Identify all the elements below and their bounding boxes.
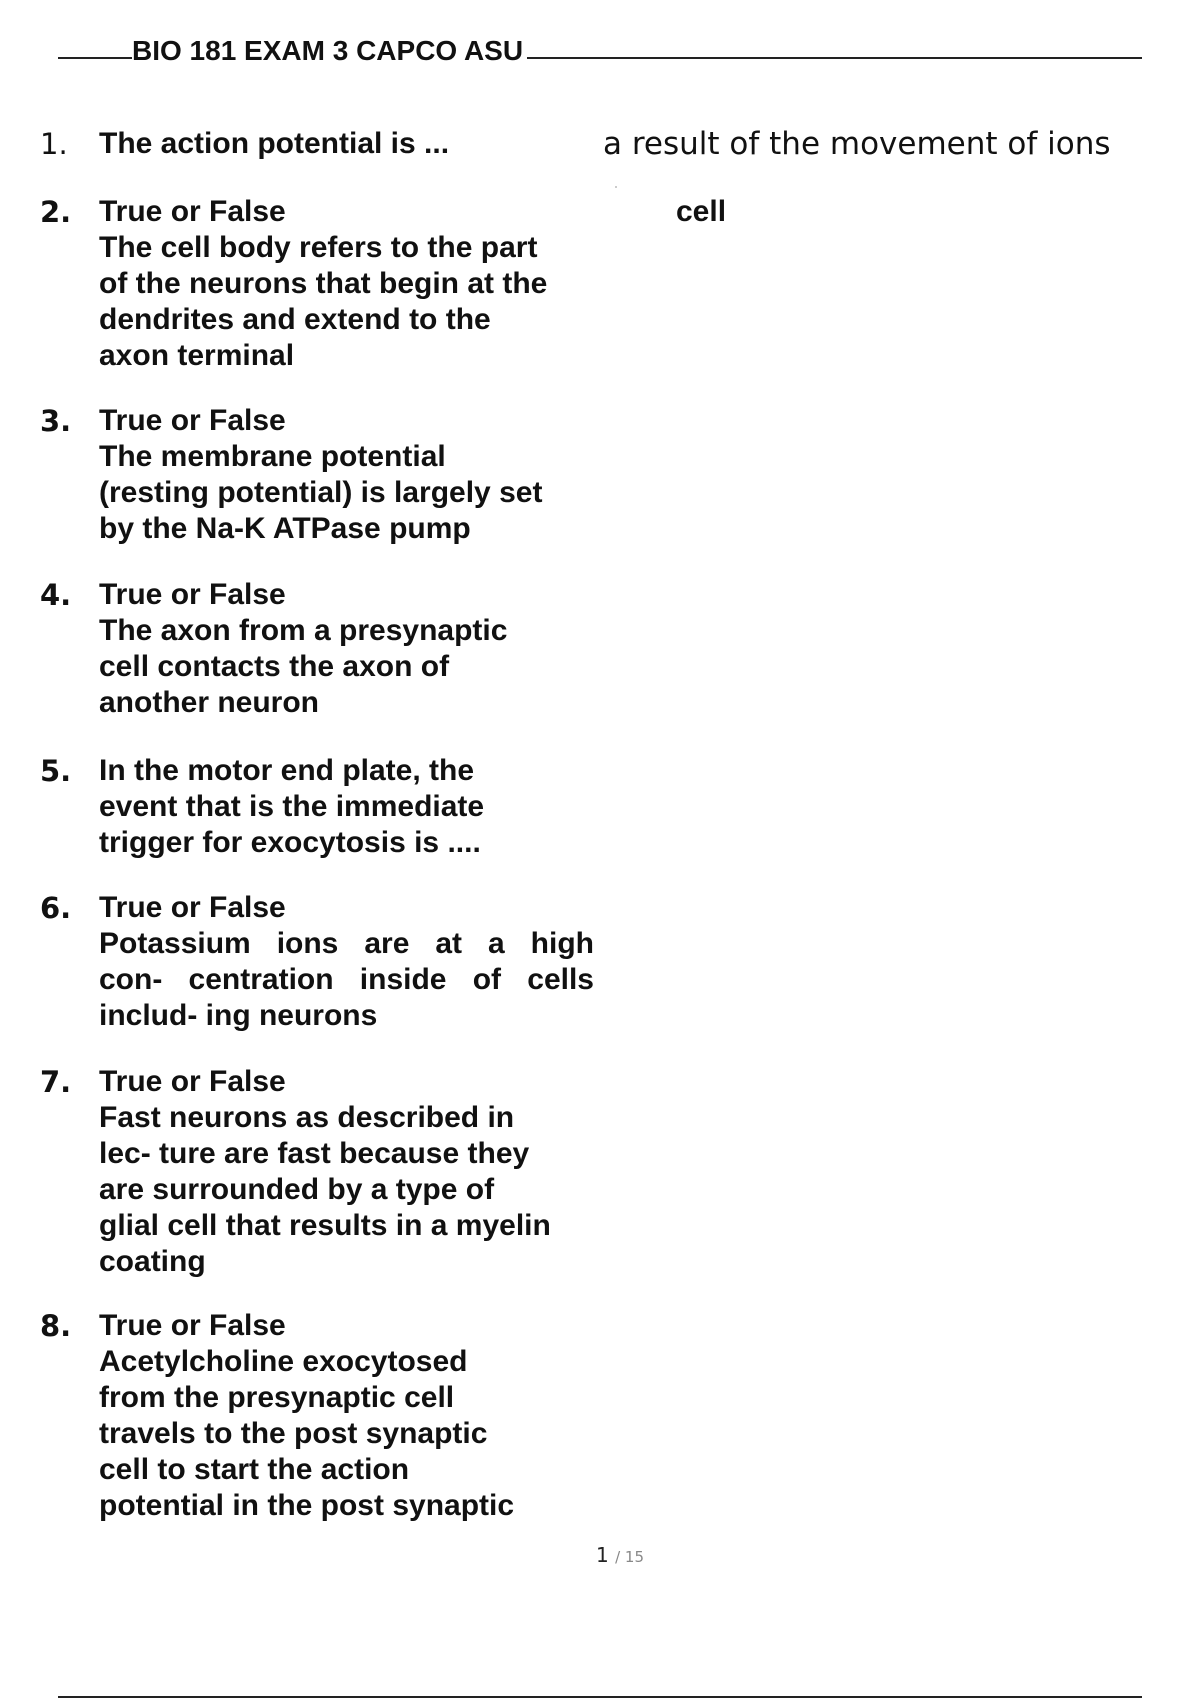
question-line: The action potential is ... xyxy=(99,127,450,160)
question-text xyxy=(99,126,594,162)
question-text xyxy=(99,890,594,1034)
footer-rule xyxy=(58,1696,1142,1698)
question-text xyxy=(99,194,594,374)
current-page: 1 xyxy=(595,1543,609,1567)
question-line: True or False xyxy=(99,578,286,611)
question-line: of the neurons that begin at the xyxy=(99,267,548,300)
question-line: Acetylcholine exocytosed xyxy=(99,1345,468,1378)
question-text xyxy=(99,1308,594,1524)
question-text xyxy=(99,1064,594,1280)
question-line: (resting potential) is largely set xyxy=(99,476,543,509)
question-line: are surrounded by a type of xyxy=(99,1173,495,1206)
question-line: lec- ture are fast because they xyxy=(99,1137,530,1170)
question-number: 2. xyxy=(40,195,72,229)
question-text xyxy=(99,753,594,861)
question-number: 8. xyxy=(40,1309,72,1343)
question-line: another neuron xyxy=(99,686,320,719)
question-line: The membrane potential xyxy=(99,440,446,473)
question-line: The axon from a presynaptic xyxy=(99,614,508,647)
question-line: trigger for exocytosis is .... xyxy=(99,826,481,859)
question-line: glial cell that results in a myelin xyxy=(99,1209,551,1242)
question-line: includ- ing neurons xyxy=(99,999,378,1032)
answer-1: a result of the movement of ions xyxy=(603,126,1111,162)
question-line: event that is the immediate xyxy=(99,790,485,823)
question-line: True or False xyxy=(99,1309,286,1342)
question-number: 5. xyxy=(40,754,72,788)
question-line: by the Na-K ATPase pump xyxy=(99,512,471,545)
question-number: 3. xyxy=(40,404,72,438)
total-pages: / 15 xyxy=(615,1548,644,1566)
scan-artifact xyxy=(615,186,617,188)
answer-2: cell xyxy=(676,195,727,228)
question-line: True or False xyxy=(99,404,286,437)
question-line: True or False xyxy=(99,1065,286,1098)
question-line: dendrites and extend to the xyxy=(99,303,491,336)
question-number: 1. xyxy=(40,127,68,161)
question-number: 4. xyxy=(40,578,72,612)
question-line: The cell body refers to the part xyxy=(99,231,538,264)
page-number xyxy=(0,1543,1200,1567)
question-line: cell to start the action xyxy=(99,1453,410,1486)
question-line: True or False xyxy=(99,891,286,924)
question-line: Fast neurons as described in xyxy=(99,1101,515,1134)
question-line: axon terminal xyxy=(99,339,295,372)
question-text xyxy=(99,577,594,721)
question-line: True or False xyxy=(99,195,286,228)
question-line: Potassium ions are at a high xyxy=(99,927,594,960)
question-line: travels to the post synaptic xyxy=(99,1417,488,1450)
question-number: 7. xyxy=(40,1065,72,1099)
page-header xyxy=(58,30,1142,66)
question-text xyxy=(99,403,594,547)
question-line: coating xyxy=(99,1245,206,1278)
question-line: con- centration inside of cells xyxy=(99,963,594,996)
question-line: cell contacts the axon of xyxy=(99,650,450,683)
question-number: 6. xyxy=(40,891,72,925)
question-line: from the presynaptic cell xyxy=(99,1381,455,1414)
question-line: potential in the post synaptic xyxy=(99,1489,515,1522)
question-line: In the motor end plate, the xyxy=(99,754,475,787)
document-title: BIO 181 EXAM 3 CAPCO ASU xyxy=(132,36,527,66)
